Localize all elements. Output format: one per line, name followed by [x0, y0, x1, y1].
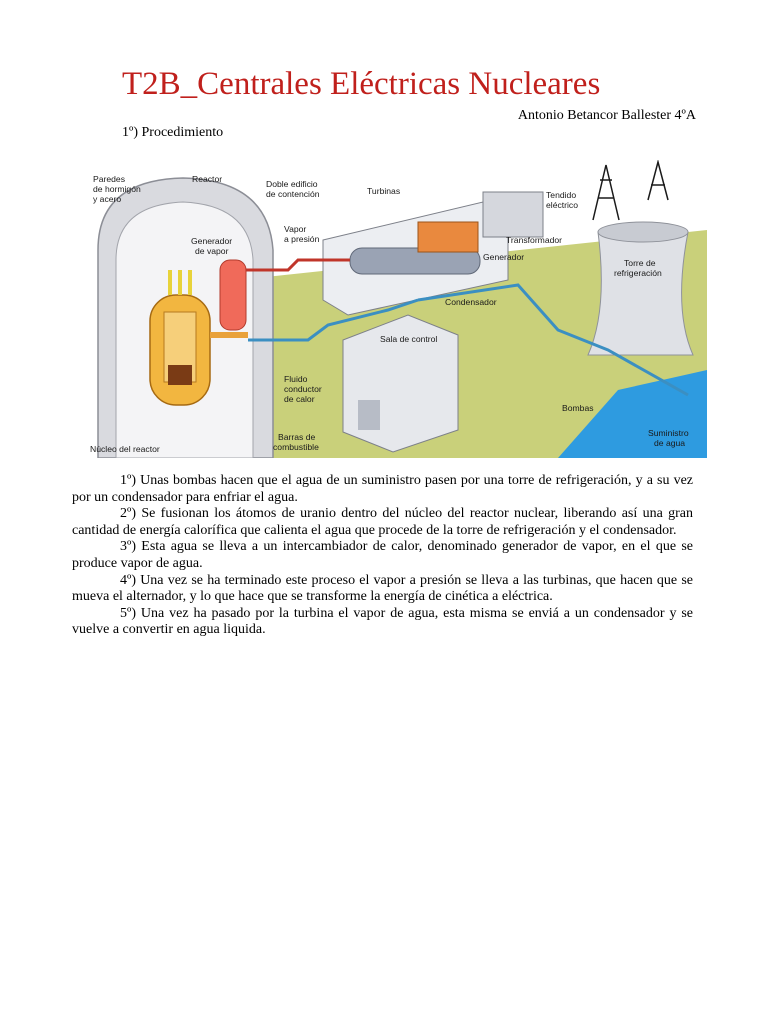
label-doble-2: de contención	[266, 189, 320, 199]
paragraph-2: 2º) Se fusionan los átomos de uranio dentro del núcleo del reactor nuclear, liberando así una gran cantidad de energía calorífica que calienta el agua que procede de la torre de refrigeración y el condensador.	[72, 506, 693, 538]
label-reactor: Reactor	[192, 174, 223, 184]
label-generador-vapor-2: de vapor	[195, 246, 229, 256]
label-transformador: Transformador	[506, 235, 563, 245]
label-paredes-1: Paredes	[93, 174, 126, 184]
paragraph-5: 5º) Una vez ha pasado por la turbina el vapor de agua, esta misma se enviá a un condensador y se vuelve a convertir en agua liquida.	[72, 605, 693, 638]
paragraph-3: 3º) Esta agua se lleva a un intercambiador de calor, denominado generador de vapor, en el que se produce vapor de agua.	[72, 539, 693, 571]
label-fluido-1: Fluido	[284, 374, 308, 384]
label-torre-2: refrigeración	[614, 268, 662, 278]
label-generador: Generador	[483, 252, 525, 262]
steam-generator	[220, 260, 246, 330]
label-fluido-2: conductor	[284, 384, 322, 394]
label-torre-1: Torre de	[624, 258, 656, 268]
label-doble-1: Doble edificio	[266, 179, 318, 189]
nuclear-plant-diagram	[88, 160, 707, 458]
label-fluido-3: de calor	[284, 394, 315, 404]
paragraph-4: 4º) Una vez se ha terminado este proceso el vapor a presión se lleva a las turbinas, que hacen que se mueva el alternador, y lo que hace que se transforme la energía de cinética a eléctrica.	[72, 572, 693, 605]
author-line: Antonio Betancor Ballester 4ºA	[517, 108, 696, 123]
label-paredes-3: y acero	[93, 194, 122, 204]
section-heading: 1º) Procedimiento	[122, 125, 224, 140]
label-vapor-1: Vapor	[284, 224, 307, 234]
label-barras-2: combustible	[273, 442, 319, 452]
label-nucleo: Núcleo del reactor	[90, 444, 160, 454]
label-suministro-1: Suministro	[648, 428, 689, 438]
label-bombas: Bombas	[562, 403, 594, 413]
label-vapor-2: a presión	[284, 234, 320, 244]
power-pylon	[593, 165, 619, 220]
label-condensador: Condensador	[445, 297, 497, 307]
label-suministro-2: de agua	[654, 438, 686, 448]
label-tendido-2: eléctrico	[546, 200, 578, 210]
label-generador-vapor-1: Generador	[191, 236, 233, 246]
label-sala-control: Sala de control	[380, 334, 438, 344]
page-title: T2B_Centrales Eléctricas Nucleares	[122, 66, 601, 102]
label-turbinas: Turbinas	[367, 186, 401, 196]
label-paredes-2: de hormigón	[93, 184, 141, 194]
paragraph-1: 1º) Unas bombas hacen que el agua de un suministro pasen por una torre de refrigeración, y a su vez por un condensador para enfriar el agua.	[72, 473, 693, 505]
label-tendido-1: Tendido	[546, 190, 577, 200]
transformer	[483, 192, 543, 237]
body-text	[72, 473, 693, 639]
label-barras-1: Barras de	[278, 432, 316, 442]
cooling-tower	[588, 226, 693, 355]
